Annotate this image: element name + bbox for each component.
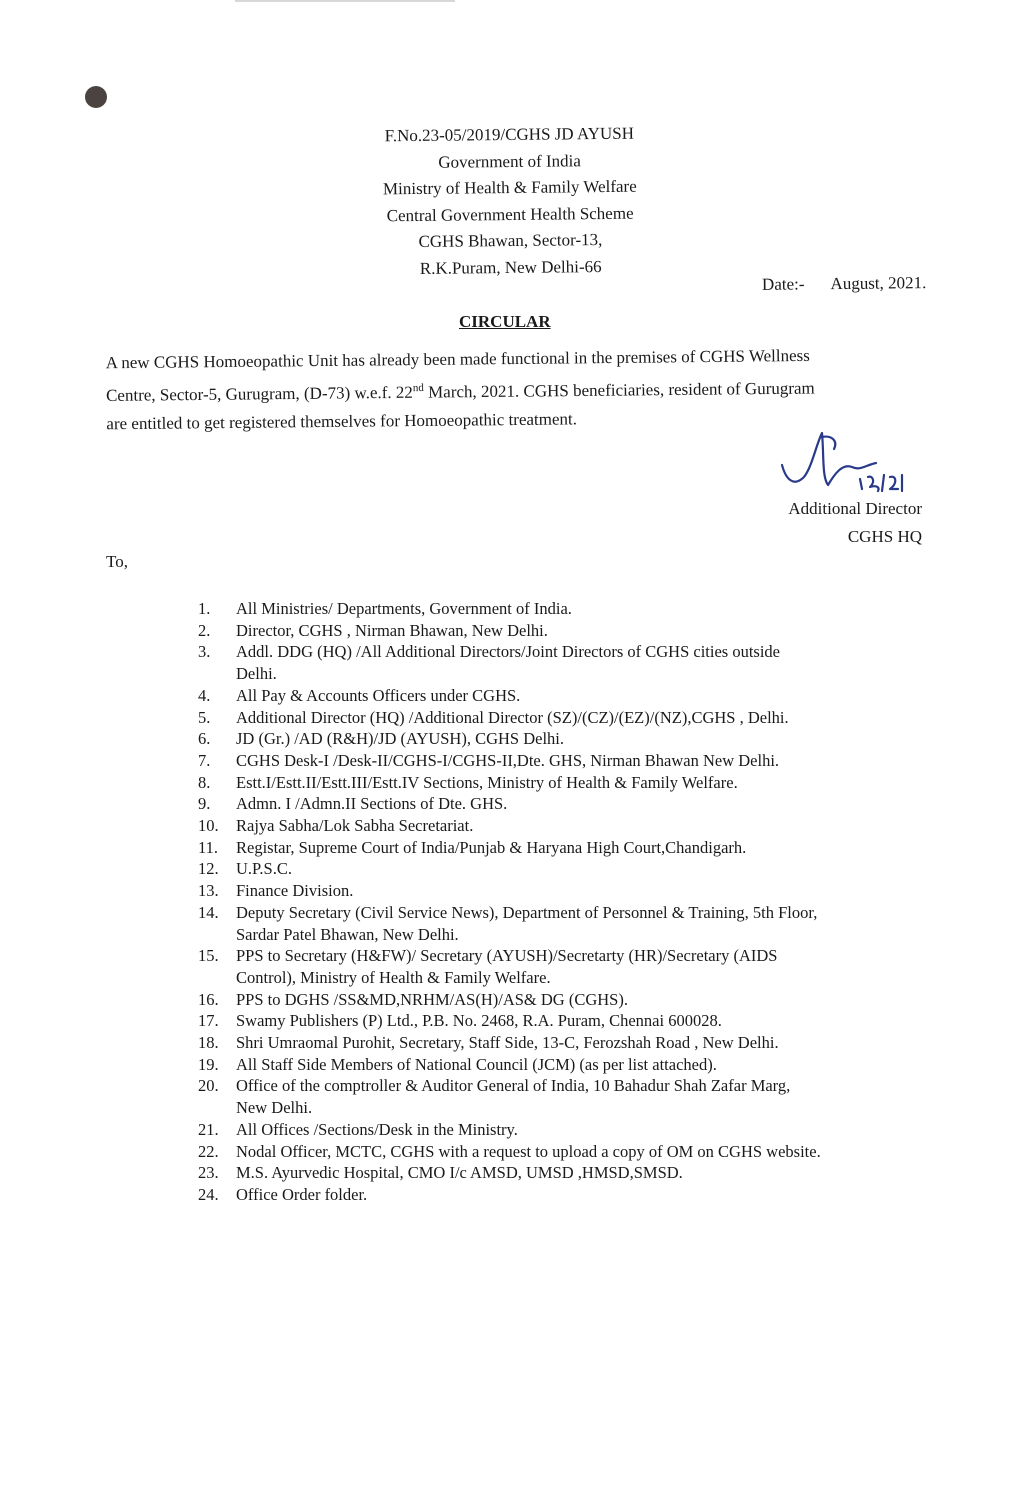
distribution-item-text: Admn. I /Admn.II Sections of Dte. GHS. bbox=[236, 794, 508, 814]
distribution-item-number: 14. bbox=[198, 902, 219, 922]
header-line-ministry: Ministry of Health & Family Welfare bbox=[382, 176, 637, 199]
distribution-item bbox=[198, 620, 928, 642]
distribution-item-text: M.S. Ayurvedic Hospital, CMO I/c AMSD, UMSD ,HMSD,SMSD. bbox=[236, 1163, 683, 1183]
distribution-item bbox=[198, 1141, 928, 1163]
distribution-item-number: 18. bbox=[198, 1033, 219, 1053]
distribution-item-text: Addl. DDG (HQ) /All Additional Directors/Joint Directors of CGHS cities outside Delhi. bbox=[236, 642, 780, 684]
body-line: A new CGHS Homoeopathic Unit has already been made functional in the premises of CGHS Wellness bbox=[105, 345, 810, 373]
distribution-item-text: PPS to Secretary (H&FW)/ Secretary (AYUSH)/Secretarty (HR)/Secretary (AIDS Control), Ministry of Health & Family Welfare. bbox=[236, 946, 778, 987]
punch-hole bbox=[85, 86, 107, 108]
distribution-item-text: Estt.I/Estt.II/Estt.III/Estt.IV Sections, Ministry of Health & Family Welfare. bbox=[236, 772, 738, 792]
distribution-item-text: Swamy Publishers (P) Ltd., P.B. No. 2468, R.A. Puram, Chennai 600028. bbox=[236, 1011, 722, 1031]
date-label: Date:- bbox=[761, 274, 805, 294]
distribution-item bbox=[198, 1010, 928, 1032]
distribution-item bbox=[198, 1032, 928, 1054]
distribution-list bbox=[198, 598, 928, 1206]
body-line-part: Centre, Sector-5, Gurugram, (D-73) w.e.f. 22 bbox=[105, 382, 413, 405]
distribution-item-text: Office Order folder. bbox=[236, 1184, 368, 1204]
distribution-item-number: 4. bbox=[198, 685, 211, 705]
distribution-item-text: All Pay & Accounts Officers under CGHS. bbox=[236, 685, 521, 705]
distribution-item-number: 2. bbox=[198, 620, 211, 640]
distribution-item-number: 12. bbox=[198, 859, 219, 879]
body-line: are entitled to get registered themselves for Homoeopathic treatment. bbox=[106, 409, 578, 433]
addressee-label: To, bbox=[106, 552, 128, 571]
header-line-address: R.K.Puram, New Delhi-66 bbox=[419, 256, 602, 278]
distribution-item-number: 11. bbox=[198, 837, 219, 857]
distribution-item bbox=[198, 1054, 928, 1076]
handwritten-signature bbox=[772, 425, 922, 500]
distribution-item bbox=[198, 1184, 928, 1206]
distribution-item bbox=[198, 793, 928, 815]
distribution-item-number: 20. bbox=[198, 1076, 219, 1096]
distribution-item bbox=[198, 837, 928, 859]
distribution-item-text: PPS to DGHS /SS&MD,NRHM/AS(H)/AS& DG (CGHS). bbox=[236, 989, 628, 1009]
signatory-office: CGHS HQ bbox=[847, 527, 922, 546]
distribution-item bbox=[198, 685, 928, 707]
distribution-item bbox=[198, 880, 928, 902]
date-ordinal-suffix: nd bbox=[412, 381, 424, 395]
distribution-item bbox=[198, 1075, 928, 1118]
letterhead bbox=[344, 120, 676, 282]
distribution-item-number: 3. bbox=[198, 642, 211, 662]
distribution-item-number: 24. bbox=[198, 1184, 219, 1204]
circular-body bbox=[106, 341, 927, 438]
signatory-designation: Additional Director bbox=[788, 499, 922, 518]
scan-edge-line bbox=[235, 0, 455, 2]
distribution-item-text: All Staff Side Members of National Council (JCM) (as per list attached). bbox=[236, 1054, 717, 1074]
header-line-building: CGHS Bhawan, Sector-13, bbox=[418, 230, 603, 251]
distribution-item-number: 6. bbox=[198, 729, 211, 749]
distribution-item-number: 1. bbox=[198, 599, 211, 618]
file-number: F.No.23-05/2019/CGHS JD AYUSH bbox=[384, 123, 635, 146]
distribution-item-text: Finance Division. bbox=[236, 881, 354, 901]
distribution-item-text: Shri Umraomal Purohit, Secretary, Staff Side, 13-C, Ferozshah Road , New Delhi. bbox=[236, 1033, 779, 1053]
distribution-item-text: CGHS Desk-I /Desk-II/CGHS-I/CGHS-II,Dte. GHS, Nirman Bhawan New Delhi. bbox=[236, 750, 780, 770]
distribution-item-text: Rajya Sabha/Lok Sabha Secretariat. bbox=[236, 816, 474, 836]
date-line bbox=[762, 273, 927, 295]
distribution-item-number: 8. bbox=[198, 772, 211, 792]
body-line-part: March, 2021. CGHS beneficiaries, resident of Gurugram bbox=[423, 378, 815, 402]
distribution-item bbox=[198, 989, 928, 1011]
distribution-item bbox=[198, 772, 928, 794]
distribution-item bbox=[198, 1162, 928, 1184]
distribution-item-text: JD (Gr.) /AD (R&H)/JD (AYUSH), CGHS Delhi. bbox=[236, 729, 565, 749]
distribution-item-text: Office of the comptroller & Auditor General of India, 10 Bahadur Shah Zafar Marg, New Delhi. bbox=[236, 1076, 791, 1118]
date-value: August, 2021. bbox=[830, 273, 927, 294]
distribution-item-text: Additional Director (HQ) /Additional Director (SZ)/(CZ)/(EZ)/(NZ),CGHS , Delhi. bbox=[236, 707, 789, 727]
distribution-item-number: 5. bbox=[198, 707, 211, 727]
distribution-item-number: 23. bbox=[198, 1163, 219, 1183]
circular-title: CIRCULAR bbox=[459, 312, 551, 331]
distribution-item-number: 10. bbox=[198, 816, 219, 836]
distribution-item-number: 22. bbox=[198, 1141, 219, 1161]
distribution-item-number: 16. bbox=[198, 989, 219, 1009]
distribution-item-number: 7. bbox=[198, 750, 211, 770]
distribution-item bbox=[198, 815, 928, 837]
distribution-item-number: 9. bbox=[198, 794, 211, 814]
distribution-item-text: U.P.S.C. bbox=[236, 859, 292, 879]
distribution-item-text: Deputy Secretary (Civil Service News), Department of Personnel & Training, 5th Floor, Sardar Patel Bhawan, New Delhi. bbox=[236, 902, 818, 944]
distribution-item-number: 13. bbox=[198, 881, 219, 901]
distribution-item-text: All Offices /Sections/Desk in the Ministry. bbox=[236, 1119, 518, 1139]
distribution-item-text: Director, CGHS , Nirman Bhawan, New Delhi. bbox=[236, 620, 548, 640]
distribution-item-text: All Ministries/ Departments, Government of India. bbox=[236, 599, 572, 618]
distribution-item-number: 19. bbox=[198, 1054, 219, 1074]
distribution-item bbox=[198, 707, 928, 729]
distribution-item bbox=[198, 728, 928, 750]
distribution-item-number: 21. bbox=[198, 1119, 219, 1139]
distribution-item bbox=[198, 945, 928, 988]
distribution-item bbox=[198, 598, 928, 620]
distribution-item-text: Nodal Officer, MCTC, CGHS with a request to upload a copy of OM on CGHS website. bbox=[236, 1141, 821, 1161]
distribution-item bbox=[198, 641, 928, 684]
header-line-scheme: Central Government Health Scheme bbox=[386, 203, 634, 225]
distribution-item bbox=[198, 902, 928, 945]
distribution-item-number: 15. bbox=[198, 946, 219, 966]
distribution-item-number: 17. bbox=[198, 1011, 219, 1031]
signatory-block bbox=[745, 495, 922, 551]
distribution-item bbox=[198, 858, 928, 880]
distribution-item bbox=[198, 1119, 928, 1141]
distribution-item bbox=[198, 750, 928, 772]
distribution-item-text: Registar, Supreme Court of India/Punjab & Haryana High Court,Chandigarh. bbox=[236, 837, 747, 857]
header-line-government: Government of India bbox=[438, 150, 581, 172]
